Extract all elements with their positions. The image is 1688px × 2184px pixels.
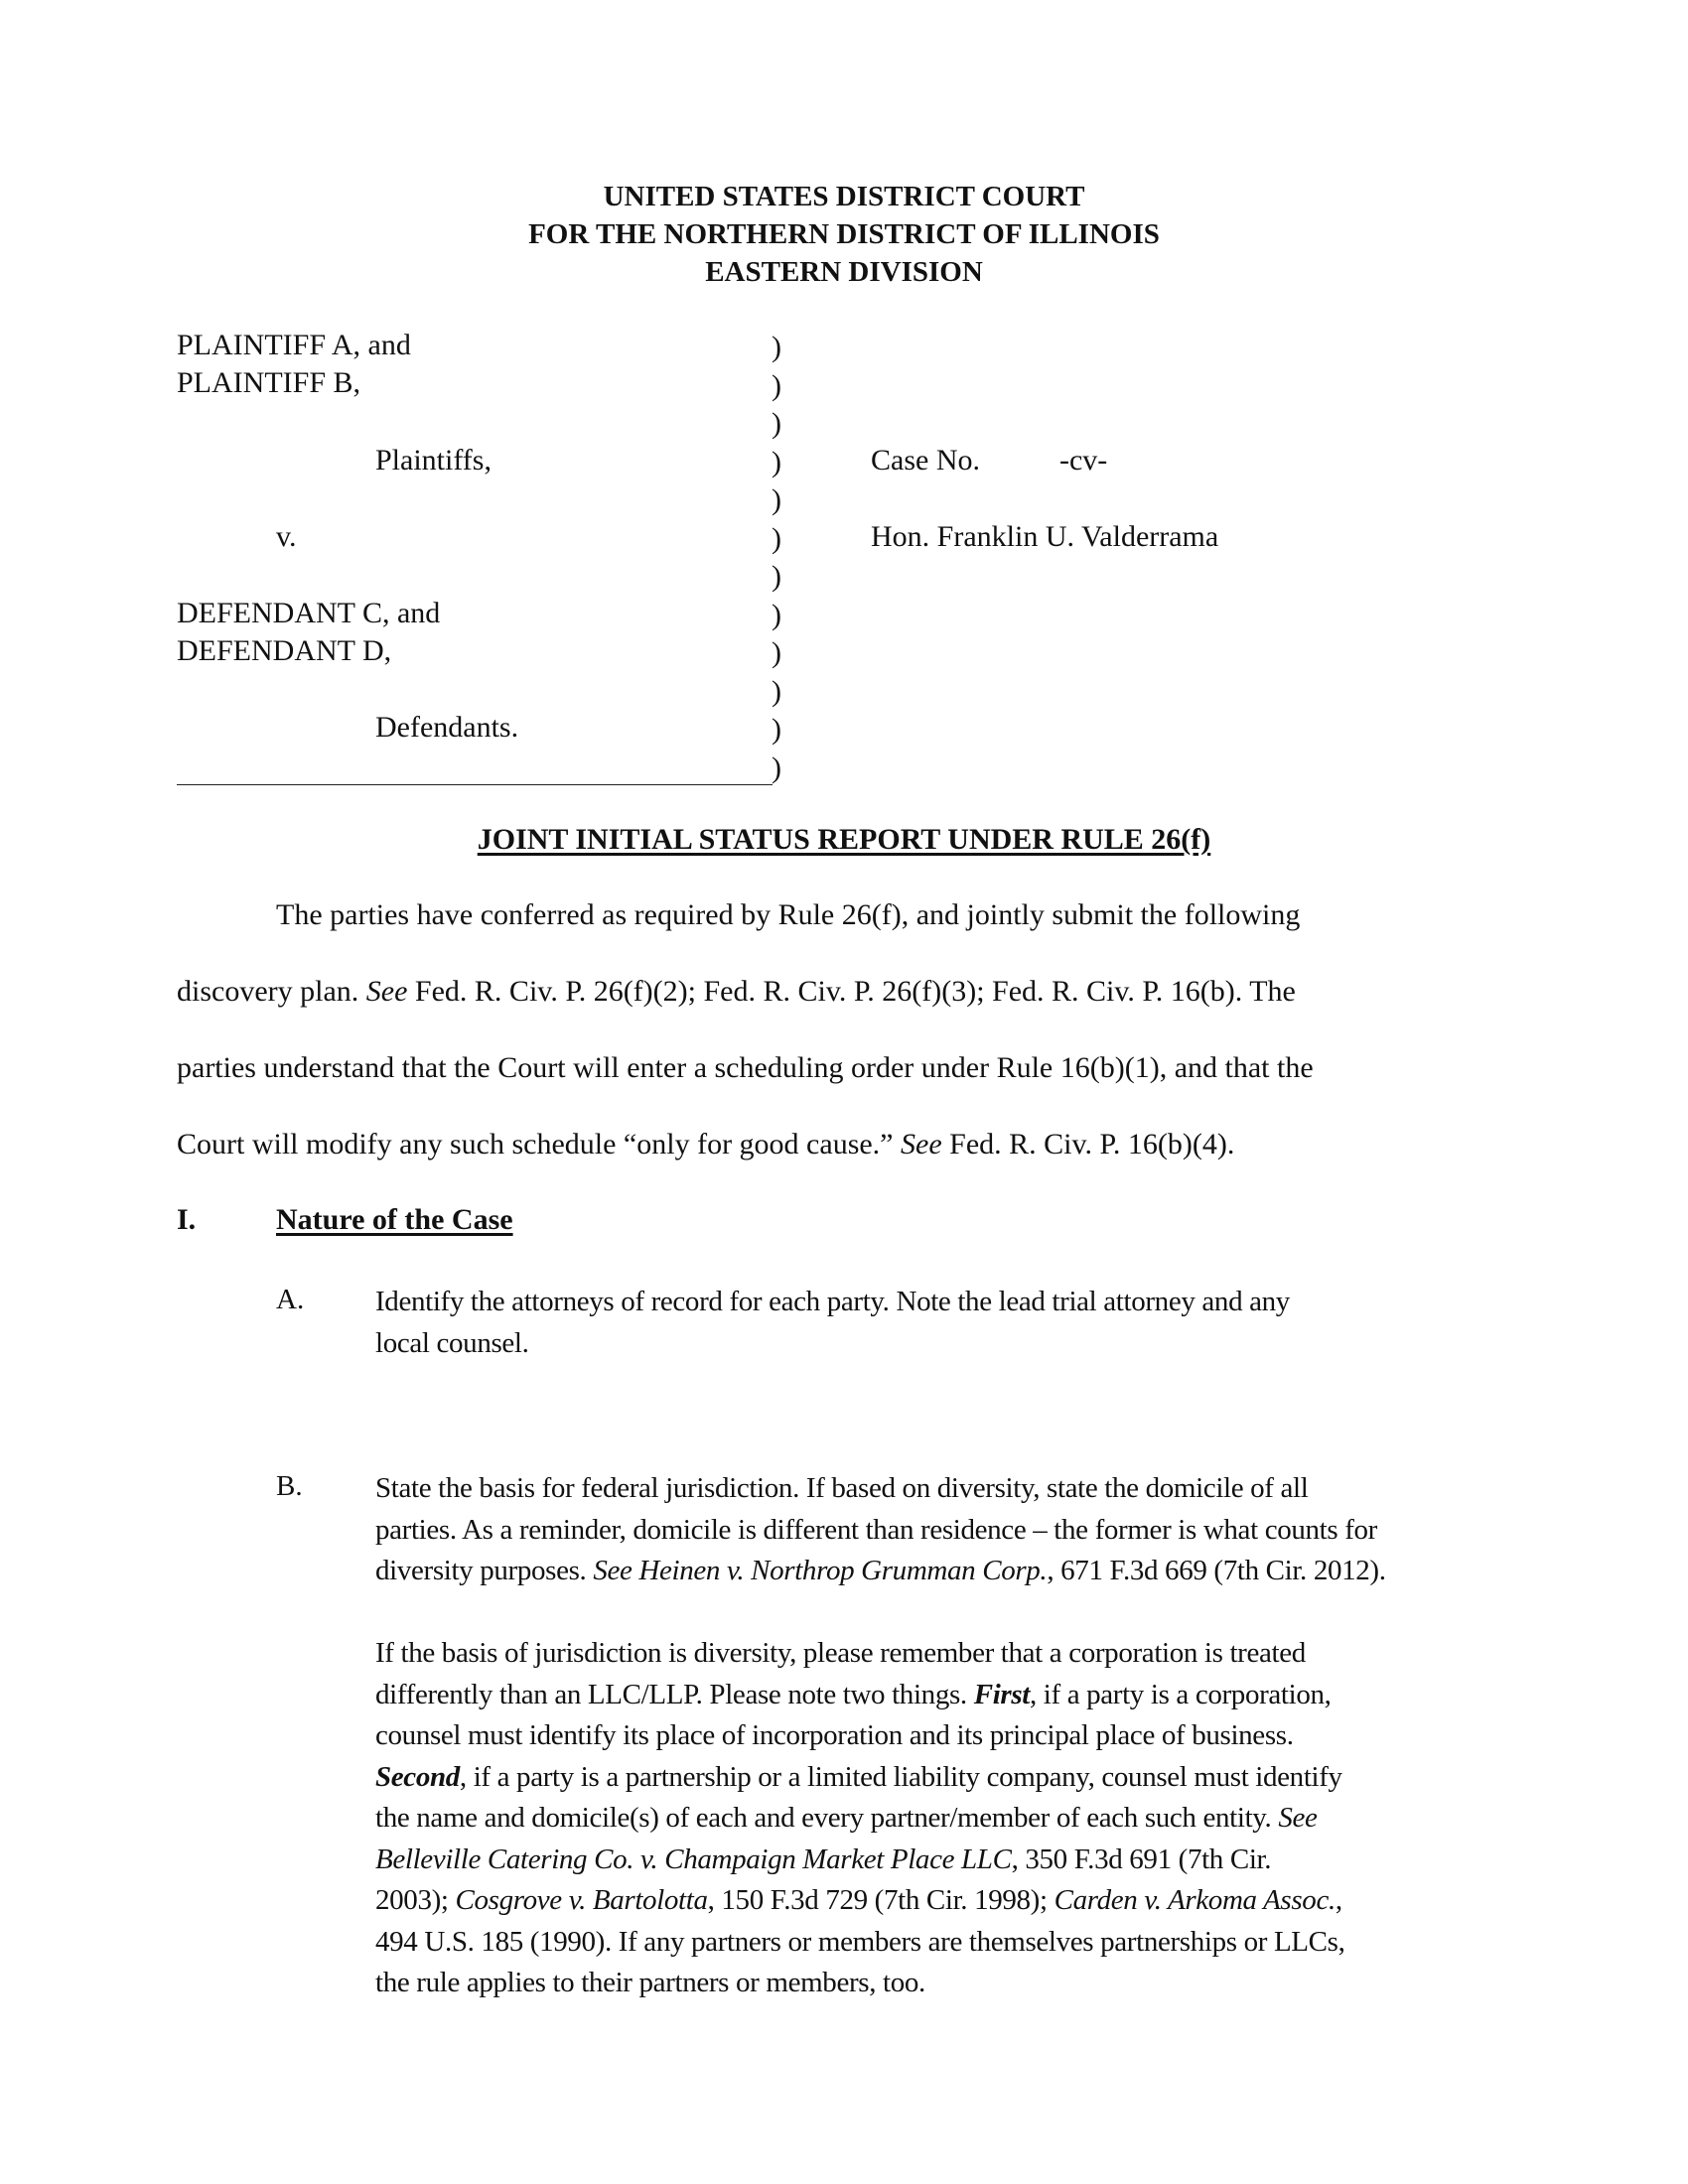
see-signal: See [365,975,408,1008]
section-title: Nature of the Case [276,1203,513,1236]
case-number-value: -cv- [1059,444,1108,477]
intro-text: Fed. R. Civ. P. 26(f)(2); Fed. R. Civ. P. 26(f)(3); Fed. R. Civ. P. 16(b). The [407,975,1296,1008]
case-citation: See Heinen v. Northrop Grumman Corp. [593,1555,1048,1586]
caption-paren: ) [772,636,781,669]
caption-paren: ) [772,751,781,784]
section-number: I. [177,1203,197,1236]
caption-paren: ) [772,560,781,593]
case-citation: Carden v. Arkoma Assoc. [1054,1884,1336,1916]
case-citation: Cosgrove v. Bartolotta [455,1884,708,1916]
item-b-text: , [1335,1884,1342,1916]
emphasis-second: Second [375,1760,460,1793]
caption-underline [177,784,773,785]
item-b-text: , 150 F.3d 729 (7th Cir. 1998); [707,1884,1055,1916]
defendant-line1: DEFENDANT C, and [177,597,441,629]
item-b-line: parties. As a reminder, domicile is different than residence – the former is what counts for [375,1513,1377,1546]
item-b-text: , if a party is a corporation, [1029,1678,1332,1710]
item-b-text: diversity purposes. [375,1555,594,1586]
item-b-text: , 350 F.3d 691 (7th Cir. [1011,1843,1272,1875]
caption-paren: ) [772,407,781,440]
item-b-text: 2003); [375,1884,456,1916]
court-heading-line1: UNITED STATES DISTRICT COURT [603,181,1085,212]
judge-name: Hon. Franklin U. Valderrama [871,520,1219,553]
intro-line3: parties understand that the Court will enter a scheduling order under Rule 16(b)(1), and that the [177,1051,1314,1084]
intro-text: Court will modify any such schedule “only for good cause.” [177,1128,901,1160]
item-b-paragraph2 [375,1633,1345,2004]
caption-paren: ) [772,674,781,708]
plaintiffs-label: Plaintiffs, [375,444,492,477]
caption-paren: ) [772,368,781,402]
item-b-line: the rule applies to their partners or members, too. [375,1967,925,1998]
item-b-line: counsel must identify its place of incorporation and its principal place of business. [375,1719,1294,1751]
item-b-text: differently than an LLC/LLP. Please note two things. [375,1678,974,1710]
item-b-line: State the basis for federal jurisdiction. If based on diversity, state the domicile of all [375,1472,1309,1504]
see-signal: See [901,1128,942,1160]
item-a-text [375,1282,1290,1364]
caption-paren: ) [772,483,781,516]
item-b-paragraph1 [375,1468,1386,1592]
item-b-line: 494 U.S. 185 (1990). If any partners or members are themselves partnerships or LLCs, [375,1925,1345,1958]
plaintiff-line1: PLAINTIFF A, and [177,329,411,361]
see-signal: See [1278,1802,1318,1834]
case-citation: Belleville Catering Co. v. Champaign Market Place LLC [375,1843,1012,1875]
versus-label: v. [276,520,297,553]
intro-text: discovery plan. [177,975,366,1008]
item-b-text: the name and domicile(s) of each and every partner/member of each such entity. [375,1802,1279,1834]
case-number-label: Case No. [871,444,980,477]
court-heading-line2: FOR THE NORTHERN DISTRICT OF ILLINOIS [528,218,1160,250]
intro-line2 [177,975,1296,1009]
item-a-line: Identify the attorneys of record for each party. Note the lead trial attorney and any [375,1286,1290,1317]
item-b-text: , 671 F.3d 669 (7th Cir. 2012). [1047,1555,1386,1586]
caption-paren: ) [772,521,781,555]
item-b-line: If the basis of jurisdiction is diversity, please remember that a corporation is treated [375,1637,1306,1669]
item-b-line [375,1880,1345,1922]
item-b-text: , if a party is a partnership or a limited liability company, counsel must identify [459,1760,1342,1793]
item-b-line [375,1757,1345,1799]
item-a-line: local counsel. [375,1326,529,1359]
court-heading-line3: EASTERN DIVISION [705,256,983,288]
defendant-line2: DEFENDANT D, [177,634,392,667]
caption-paren: ) [772,445,781,478]
caption-paren: ) [772,598,781,631]
caption-paren: ) [772,713,781,746]
document-title: JOINT INITIAL STATUS REPORT UNDER RULE 26(f) [477,823,1211,856]
item-a-label: A. [276,1284,305,1315]
intro-line1: The parties have conferred as required by Rule 26(f), and jointly submit the following [276,898,1301,931]
defendants-label: Defendants. [375,711,519,744]
item-b-line [375,1840,1345,1881]
caption-paren: ) [772,331,781,363]
intro-line4 [177,1128,1234,1161]
emphasis-first: First [973,1678,1030,1710]
item-b-line [375,1551,1386,1592]
item-b-line [375,1798,1345,1840]
item-b-label: B. [276,1470,303,1502]
plaintiff-line2: PLAINTIFF B, [177,366,361,399]
item-b-line [375,1675,1345,1716]
intro-text: Fed. R. Civ. P. 16(b)(4). [941,1128,1235,1160]
